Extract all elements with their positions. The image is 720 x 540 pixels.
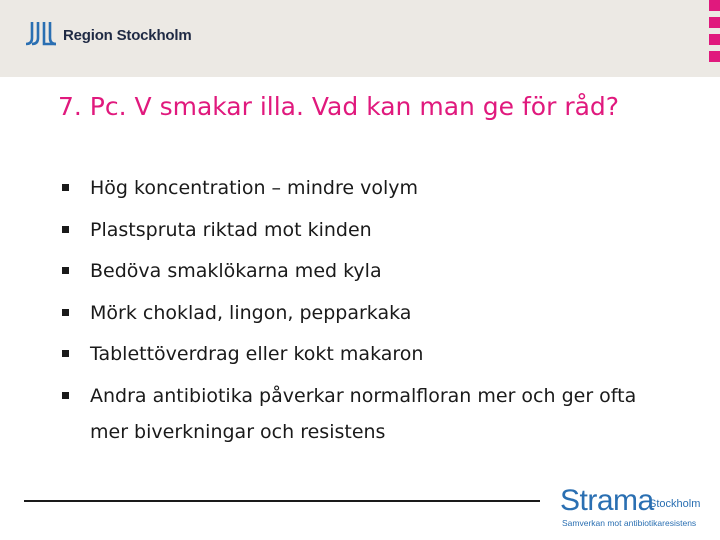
bullet-item: [62, 378, 662, 450]
bullet-text: Hög koncentration – mindre volym: [90, 177, 418, 199]
bullet-item: [62, 295, 662, 331]
bullet-item: [62, 170, 662, 206]
strama-brand-city: Stockholm: [649, 498, 701, 510]
bullet-square-icon: [62, 392, 69, 399]
slide-header: [0, 0, 720, 77]
slide-title: 7. Pc. V smakar illa. Vad kan man ge för råd?: [58, 92, 620, 121]
decorative-square: [709, 34, 720, 45]
decorative-square: [709, 51, 720, 62]
bullet-square-icon: [62, 267, 69, 274]
bullet-square-icon: [62, 350, 69, 357]
bullet-item: [62, 212, 662, 248]
org-name: Region Stockholm: [63, 26, 192, 44]
bullet-square-icon: [62, 309, 69, 316]
footer-divider: [24, 500, 540, 502]
strama-tagline: Samverkan mot antibiotikaresistens: [562, 518, 697, 528]
strama-logo: [560, 484, 720, 540]
bullet-text: Bedöva smaklökarna med kyla: [90, 260, 382, 282]
bullet-item: [62, 336, 662, 372]
bullet-text: Tablettöverdrag eller kokt makaron: [90, 343, 424, 365]
decorative-square: [709, 17, 720, 28]
decorative-square: [709, 0, 720, 11]
bullet-item: [62, 253, 662, 289]
bullet-square-icon: [62, 184, 69, 191]
bullet-text: Mörk choklad, lingon, pepparkaka: [90, 301, 412, 324]
strama-brand-name: Strama: [560, 484, 654, 517]
bullet-text: Andra antibiotika påverkar normalfloran mer och ger ofta mer biverkningar och resistens: [90, 384, 637, 443]
bullet-text: Plastspruta riktad mot kinden: [90, 218, 372, 241]
region-stockholm-logo: [24, 22, 191, 48]
bullet-list: [62, 170, 662, 455]
bullet-square-icon: [62, 226, 69, 233]
region-stockholm-logo-icon: [24, 22, 58, 48]
